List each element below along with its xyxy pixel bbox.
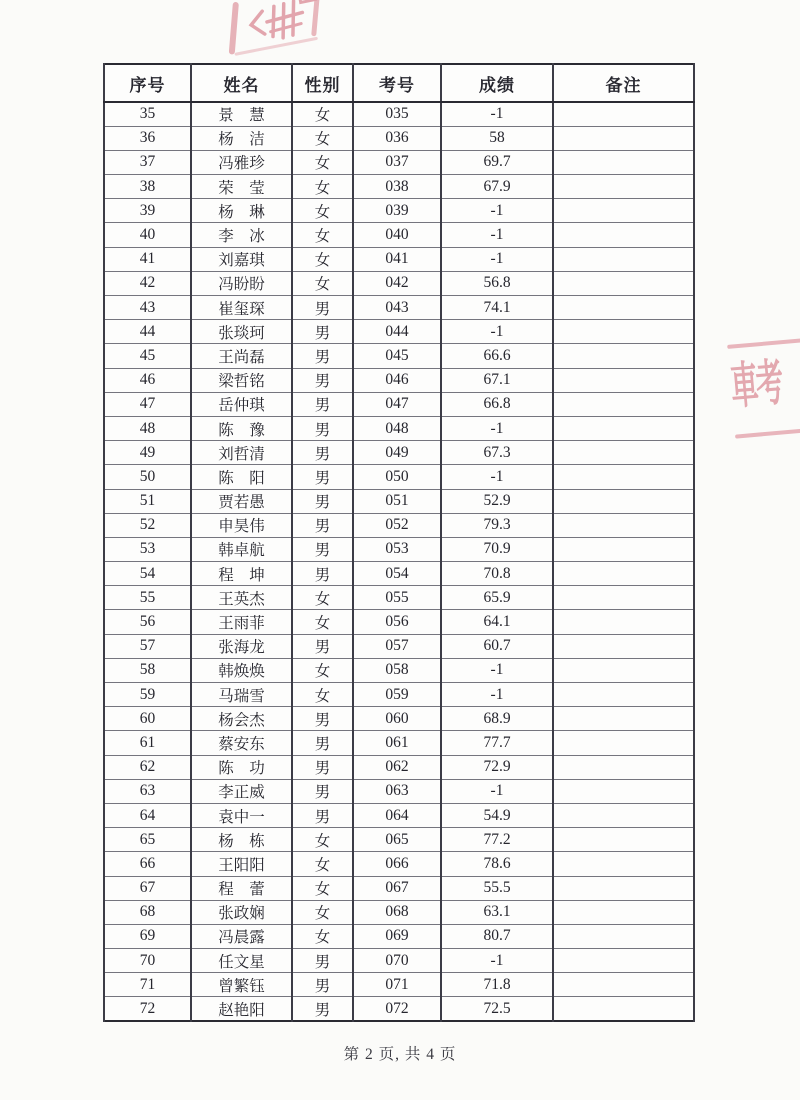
cell-exam-no: 063 xyxy=(353,779,441,803)
cell-serial: 65 xyxy=(104,828,191,852)
table-row xyxy=(104,392,694,416)
cell-gender: 女 xyxy=(292,683,353,707)
cell-remark xyxy=(553,441,694,465)
cell-gender: 女 xyxy=(292,223,353,247)
cell-gender: 男 xyxy=(292,634,353,658)
cell-gender: 女 xyxy=(292,658,353,682)
cell-exam-no: 071 xyxy=(353,973,441,997)
cell-exam-no: 057 xyxy=(353,634,441,658)
header-remark: 备注 xyxy=(553,64,694,102)
table-row xyxy=(104,247,694,271)
cell-score: 68.9 xyxy=(441,707,553,731)
cell-remark xyxy=(553,102,694,126)
cell-serial: 69 xyxy=(104,924,191,948)
cell-serial: 66 xyxy=(104,852,191,876)
cell-serial: 71 xyxy=(104,973,191,997)
cell-remark xyxy=(553,949,694,973)
cell-remark xyxy=(553,199,694,223)
table-row xyxy=(104,513,694,537)
table-row xyxy=(104,223,694,247)
cell-score: 72.5 xyxy=(441,997,553,1021)
cell-exam-no: 055 xyxy=(353,586,441,610)
table-row xyxy=(104,465,694,489)
cell-remark xyxy=(553,562,694,586)
cell-exam-no: 053 xyxy=(353,537,441,561)
red-seal-top xyxy=(219,0,342,62)
cell-score: 63.1 xyxy=(441,900,553,924)
cell-name: 荣 莹 xyxy=(191,175,292,199)
cell-remark xyxy=(553,707,694,731)
cell-score: 54.9 xyxy=(441,803,553,827)
cell-exam-no: 048 xyxy=(353,416,441,440)
cell-exam-no: 067 xyxy=(353,876,441,900)
cell-name: 王尚磊 xyxy=(191,344,292,368)
cell-score: 66.8 xyxy=(441,392,553,416)
table-row xyxy=(104,416,694,440)
cell-serial: 62 xyxy=(104,755,191,779)
cell-score: 66.6 xyxy=(441,344,553,368)
cell-score: 58 xyxy=(441,126,553,150)
cell-name: 王英杰 xyxy=(191,586,292,610)
cell-remark xyxy=(553,392,694,416)
cell-exam-no: 041 xyxy=(353,247,441,271)
cell-remark xyxy=(553,610,694,634)
cell-remark xyxy=(553,779,694,803)
cell-score: -1 xyxy=(441,949,553,973)
table-row xyxy=(104,924,694,948)
table-row xyxy=(104,755,694,779)
table-row xyxy=(104,707,694,731)
cell-score: -1 xyxy=(441,779,553,803)
table-row xyxy=(104,320,694,344)
cell-name: 杨 琳 xyxy=(191,199,292,223)
cell-score: -1 xyxy=(441,199,553,223)
table-row xyxy=(104,949,694,973)
cell-remark xyxy=(553,150,694,174)
score-table xyxy=(103,63,695,1022)
cell-gender: 男 xyxy=(292,779,353,803)
table-row xyxy=(104,296,694,320)
cell-name: 程 坤 xyxy=(191,562,292,586)
cell-serial: 37 xyxy=(104,150,191,174)
cell-serial: 60 xyxy=(104,707,191,731)
cell-name: 马瑞雪 xyxy=(191,683,292,707)
cell-exam-no: 044 xyxy=(353,320,441,344)
cell-remark xyxy=(553,513,694,537)
table-row xyxy=(104,658,694,682)
cell-serial: 54 xyxy=(104,562,191,586)
header-name: 姓名 xyxy=(191,64,292,102)
cell-score: -1 xyxy=(441,320,553,344)
table-row xyxy=(104,489,694,513)
cell-remark xyxy=(553,731,694,755)
cell-exam-no: 062 xyxy=(353,755,441,779)
cell-remark xyxy=(553,489,694,513)
cell-gender: 女 xyxy=(292,102,353,126)
cell-serial: 46 xyxy=(104,368,191,392)
cell-name: 刘哲清 xyxy=(191,441,292,465)
cell-score: 72.9 xyxy=(441,755,553,779)
table-row xyxy=(104,852,694,876)
cell-gender: 男 xyxy=(292,997,353,1021)
cell-score: -1 xyxy=(441,247,553,271)
cell-remark xyxy=(553,876,694,900)
table-row xyxy=(104,634,694,658)
cell-exam-no: 061 xyxy=(353,731,441,755)
cell-exam-no: 049 xyxy=(353,441,441,465)
cell-name: 李 冰 xyxy=(191,223,292,247)
cell-remark xyxy=(553,997,694,1021)
cell-name: 王阳阳 xyxy=(191,852,292,876)
cell-gender: 女 xyxy=(292,586,353,610)
cell-serial: 58 xyxy=(104,658,191,682)
cell-exam-no: 058 xyxy=(353,658,441,682)
cell-serial: 39 xyxy=(104,199,191,223)
cell-serial: 55 xyxy=(104,586,191,610)
cell-score: 60.7 xyxy=(441,634,553,658)
table-row xyxy=(104,271,694,295)
cell-name: 陈 阳 xyxy=(191,465,292,489)
table-row xyxy=(104,803,694,827)
table-row xyxy=(104,126,694,150)
cell-remark xyxy=(553,223,694,247)
cell-name: 崔玺琛 xyxy=(191,296,292,320)
cell-score: 70.8 xyxy=(441,562,553,586)
cell-gender: 女 xyxy=(292,175,353,199)
cell-exam-no: 066 xyxy=(353,852,441,876)
cell-exam-no: 054 xyxy=(353,562,441,586)
cell-score: 67.1 xyxy=(441,368,553,392)
table-row xyxy=(104,586,694,610)
cell-remark xyxy=(553,683,694,707)
cell-name: 杨 洁 xyxy=(191,126,292,150)
cell-gender: 男 xyxy=(292,368,353,392)
cell-name: 景 慧 xyxy=(191,102,292,126)
cell-remark xyxy=(553,828,694,852)
cell-remark xyxy=(553,803,694,827)
cell-name: 王雨菲 xyxy=(191,610,292,634)
cell-exam-no: 064 xyxy=(353,803,441,827)
table-row xyxy=(104,199,694,223)
cell-gender: 男 xyxy=(292,707,353,731)
cell-gender: 男 xyxy=(292,465,353,489)
cell-exam-no: 042 xyxy=(353,271,441,295)
cell-name: 陈 功 xyxy=(191,755,292,779)
cell-name: 任文星 xyxy=(191,949,292,973)
cell-gender: 男 xyxy=(292,513,353,537)
cell-exam-no: 039 xyxy=(353,199,441,223)
cell-exam-no: 056 xyxy=(353,610,441,634)
cell-serial: 38 xyxy=(104,175,191,199)
cell-serial: 63 xyxy=(104,779,191,803)
cell-score: -1 xyxy=(441,223,553,247)
cell-score: 67.3 xyxy=(441,441,553,465)
cell-name: 袁中一 xyxy=(191,803,292,827)
cell-remark xyxy=(553,416,694,440)
cell-gender: 男 xyxy=(292,562,353,586)
cell-exam-no: 072 xyxy=(353,997,441,1021)
cell-score: 79.3 xyxy=(441,513,553,537)
cell-gender: 男 xyxy=(292,537,353,561)
cell-gender: 男 xyxy=(292,392,353,416)
cell-serial: 56 xyxy=(104,610,191,634)
cell-serial: 64 xyxy=(104,803,191,827)
cell-name: 程 蕾 xyxy=(191,876,292,900)
cell-score: 77.7 xyxy=(441,731,553,755)
table-row xyxy=(104,973,694,997)
cell-name: 杨会杰 xyxy=(191,707,292,731)
cell-remark xyxy=(553,634,694,658)
cell-gender: 男 xyxy=(292,731,353,755)
cell-gender: 女 xyxy=(292,150,353,174)
cell-serial: 48 xyxy=(104,416,191,440)
table-row xyxy=(104,441,694,465)
cell-serial: 61 xyxy=(104,731,191,755)
cell-exam-no: 069 xyxy=(353,924,441,948)
cell-name: 冯晨露 xyxy=(191,924,292,948)
table-row xyxy=(104,610,694,634)
cell-gender: 女 xyxy=(292,900,353,924)
cell-gender: 男 xyxy=(292,416,353,440)
cell-exam-no: 037 xyxy=(353,150,441,174)
cell-exam-no: 047 xyxy=(353,392,441,416)
cell-serial: 43 xyxy=(104,296,191,320)
red-seal-right-top-border xyxy=(727,335,800,349)
cell-exam-no: 065 xyxy=(353,828,441,852)
table-row xyxy=(104,731,694,755)
red-seal-right-text: 車考 xyxy=(728,354,784,415)
cell-name: 张琰珂 xyxy=(191,320,292,344)
cell-serial: 70 xyxy=(104,949,191,973)
cell-gender: 女 xyxy=(292,828,353,852)
header-exam-no: 考号 xyxy=(353,64,441,102)
cell-score: 74.1 xyxy=(441,296,553,320)
table-row xyxy=(104,175,694,199)
cell-exam-no: 043 xyxy=(353,296,441,320)
cell-name: 陈 豫 xyxy=(191,416,292,440)
cell-name: 刘嘉琪 xyxy=(191,247,292,271)
red-seal-right-bottom-border xyxy=(735,425,800,439)
cell-gender: 女 xyxy=(292,247,353,271)
cell-remark xyxy=(553,852,694,876)
cell-name: 曾繁钰 xyxy=(191,973,292,997)
cell-gender: 男 xyxy=(292,320,353,344)
cell-score: 80.7 xyxy=(441,924,553,948)
cell-gender: 女 xyxy=(292,271,353,295)
header-score: 成绩 xyxy=(441,64,553,102)
cell-gender: 女 xyxy=(292,199,353,223)
cell-score: 56.8 xyxy=(441,271,553,295)
red-seal-right xyxy=(727,335,800,438)
cell-remark xyxy=(553,537,694,561)
cell-name: 贾若愚 xyxy=(191,489,292,513)
cell-serial: 57 xyxy=(104,634,191,658)
header-row xyxy=(104,64,694,102)
cell-remark xyxy=(553,465,694,489)
header-serial: 序号 xyxy=(104,64,191,102)
table-row xyxy=(104,562,694,586)
cell-score: 71.8 xyxy=(441,973,553,997)
cell-gender: 男 xyxy=(292,441,353,465)
cell-score: 64.1 xyxy=(441,610,553,634)
cell-remark xyxy=(553,296,694,320)
cell-name: 李正威 xyxy=(191,779,292,803)
score-table-body xyxy=(104,102,694,1021)
cell-serial: 40 xyxy=(104,223,191,247)
cell-gender: 女 xyxy=(292,924,353,948)
cell-score: -1 xyxy=(441,465,553,489)
cell-exam-no: 070 xyxy=(353,949,441,973)
cell-serial: 67 xyxy=(104,876,191,900)
cell-remark xyxy=(553,247,694,271)
cell-exam-no: 051 xyxy=(353,489,441,513)
cell-serial: 36 xyxy=(104,126,191,150)
cell-remark xyxy=(553,271,694,295)
table-row xyxy=(104,344,694,368)
cell-serial: 53 xyxy=(104,537,191,561)
page-number: 第 2 页, 共 4 页 xyxy=(343,1046,457,1063)
cell-serial: 51 xyxy=(104,489,191,513)
cell-serial: 41 xyxy=(104,247,191,271)
cell-score: 69.7 xyxy=(441,150,553,174)
cell-serial: 68 xyxy=(104,900,191,924)
header-gender: 性别 xyxy=(292,64,353,102)
cell-score: 65.9 xyxy=(441,586,553,610)
cell-gender: 男 xyxy=(292,344,353,368)
cell-score: 55.5 xyxy=(441,876,553,900)
cell-name: 韩卓航 xyxy=(191,537,292,561)
cell-exam-no: 060 xyxy=(353,707,441,731)
table-row xyxy=(104,368,694,392)
cell-serial: 49 xyxy=(104,441,191,465)
table-row xyxy=(104,876,694,900)
score-table-header xyxy=(104,64,694,102)
cell-exam-no: 040 xyxy=(353,223,441,247)
cell-serial: 59 xyxy=(104,683,191,707)
cell-serial: 52 xyxy=(104,513,191,537)
cell-remark xyxy=(553,900,694,924)
cell-exam-no: 059 xyxy=(353,683,441,707)
cell-name: 蔡安东 xyxy=(191,731,292,755)
cell-serial: 72 xyxy=(104,997,191,1021)
cell-gender: 男 xyxy=(292,973,353,997)
cell-serial: 45 xyxy=(104,344,191,368)
cell-score: -1 xyxy=(441,683,553,707)
cell-name: 冯雅珍 xyxy=(191,150,292,174)
cell-exam-no: 046 xyxy=(353,368,441,392)
cell-remark xyxy=(553,320,694,344)
cell-gender: 男 xyxy=(292,489,353,513)
cell-score: -1 xyxy=(441,658,553,682)
cell-name: 申昊伟 xyxy=(191,513,292,537)
cell-name: 冯盼盼 xyxy=(191,271,292,295)
table-row xyxy=(104,150,694,174)
table-row xyxy=(104,102,694,126)
cell-gender: 女 xyxy=(292,876,353,900)
cell-gender: 女 xyxy=(292,126,353,150)
cell-remark xyxy=(553,755,694,779)
table-row xyxy=(104,900,694,924)
cell-serial: 35 xyxy=(104,102,191,126)
cell-gender: 男 xyxy=(292,755,353,779)
cell-remark xyxy=(553,126,694,150)
cell-name: 张政娴 xyxy=(191,900,292,924)
cell-name: 韩焕焕 xyxy=(191,658,292,682)
cell-remark xyxy=(553,658,694,682)
cell-name: 张海龙 xyxy=(191,634,292,658)
cell-score: 67.9 xyxy=(441,175,553,199)
cell-remark xyxy=(553,368,694,392)
cell-name: 岳仲琪 xyxy=(191,392,292,416)
cell-exam-no: 052 xyxy=(353,513,441,537)
cell-exam-no: 036 xyxy=(353,126,441,150)
cell-score: 52.9 xyxy=(441,489,553,513)
cell-serial: 50 xyxy=(104,465,191,489)
cell-remark xyxy=(553,973,694,997)
cell-gender: 男 xyxy=(292,803,353,827)
cell-score: -1 xyxy=(441,416,553,440)
table-row xyxy=(104,997,694,1021)
cell-score: 78.6 xyxy=(441,852,553,876)
table-row xyxy=(104,779,694,803)
red-seal-top-icon xyxy=(219,0,342,62)
table-row xyxy=(104,828,694,852)
table-row xyxy=(104,537,694,561)
cell-gender: 男 xyxy=(292,296,353,320)
cell-exam-no: 045 xyxy=(353,344,441,368)
cell-score: 70.9 xyxy=(441,537,553,561)
cell-serial: 47 xyxy=(104,392,191,416)
cell-name: 杨 栋 xyxy=(191,828,292,852)
cell-gender: 女 xyxy=(292,852,353,876)
cell-serial: 42 xyxy=(104,271,191,295)
cell-remark xyxy=(553,344,694,368)
cell-exam-no: 035 xyxy=(353,102,441,126)
table-row xyxy=(104,683,694,707)
cell-remark xyxy=(553,175,694,199)
cell-exam-no: 068 xyxy=(353,900,441,924)
cell-exam-no: 050 xyxy=(353,465,441,489)
cell-score: 77.2 xyxy=(441,828,553,852)
cell-remark xyxy=(553,586,694,610)
cell-gender: 女 xyxy=(292,610,353,634)
cell-serial: 44 xyxy=(104,320,191,344)
cell-gender: 男 xyxy=(292,949,353,973)
cell-name: 赵艳阳 xyxy=(191,997,292,1021)
cell-remark xyxy=(553,924,694,948)
cell-name: 梁哲铭 xyxy=(191,368,292,392)
cell-score: -1 xyxy=(441,102,553,126)
cell-exam-no: 038 xyxy=(353,175,441,199)
